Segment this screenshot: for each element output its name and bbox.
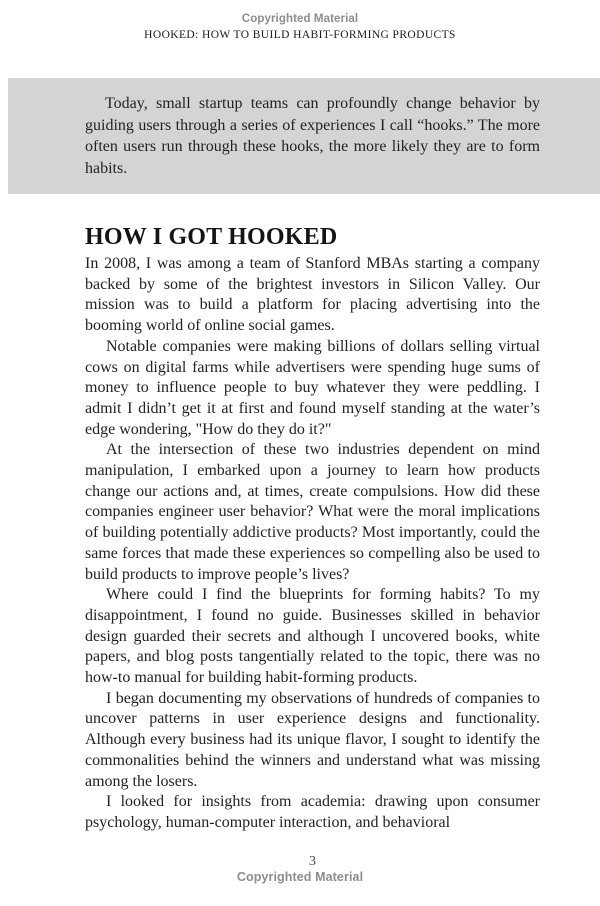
- highlighted-excerpt-block: [8, 78, 600, 194]
- body-paragraph: I began documenting my observations of hundreds of companies to uncover patterns in user experience designs and functionality. Although every business had its unique flavor, I sought to identify the commonalities behind the winners and understand what was missing among the losers.: [85, 689, 540, 790]
- highlighted-excerpt-text: Today, small startup teams can profoundly change behavior by guiding users through a series of experiences I call “hooks.” The more often users run through these hooks, the more likely they are to form habits.: [85, 95, 540, 177]
- section-heading: HOW I GOT HOOKED: [85, 224, 338, 250]
- footer-copyright-notice: Copyrighted Material: [236, 870, 364, 884]
- body-paragraph: In 2008, I was among a team of Stanford MBAs starting a company backed by some of the brightest investors in Silicon Valley. Our mission was to build a platform for placing advertising into the booming world of online social games.: [85, 255, 540, 335]
- body-paragraph: Notable companies were making billions of dollars selling virtual cows on digital farms while advertisers were spending huge sums of money to influence people to buy whatever they were peddling. I admit I didn’t get it at first and found myself standing at the water’s edge wondering, "How do they do it?": [85, 337, 540, 438]
- chapter-body: [85, 224, 540, 849]
- page-header: [0, 13, 600, 42]
- page-number: 3: [309, 854, 316, 869]
- running-book-title: HOOKED: HOW TO BUILD HABIT-FORMING PRODUCTS: [144, 29, 456, 41]
- body-paragraph: At the intersection of these two industries dependent on mind manipulation, I embarked upon a journey to learn how products change our actions and, at times, create compulsions. How did these companies engineer user behavior? What were the moral implications of building potentially addictive products? Most importantly, could the same forces that made these experiences so compelling also be used to build products to improve people’s lives?: [85, 441, 540, 583]
- header-copyright-notice: Copyrighted Material: [241, 13, 359, 25]
- body-paragraph: I looked for insights from academia: drawing upon consumer psychology, human-computer interaction, and behavioral: [85, 793, 540, 831]
- body-paragraph: Where could I find the blueprints for forming habits? To my disappointment, I found no guide. Businesses skilled in behavior design guarded their secrets and although I uncovered books, white papers, and blog posts tangentially related to the topic, there was no how-to manual for building habit-forming products.: [85, 586, 540, 687]
